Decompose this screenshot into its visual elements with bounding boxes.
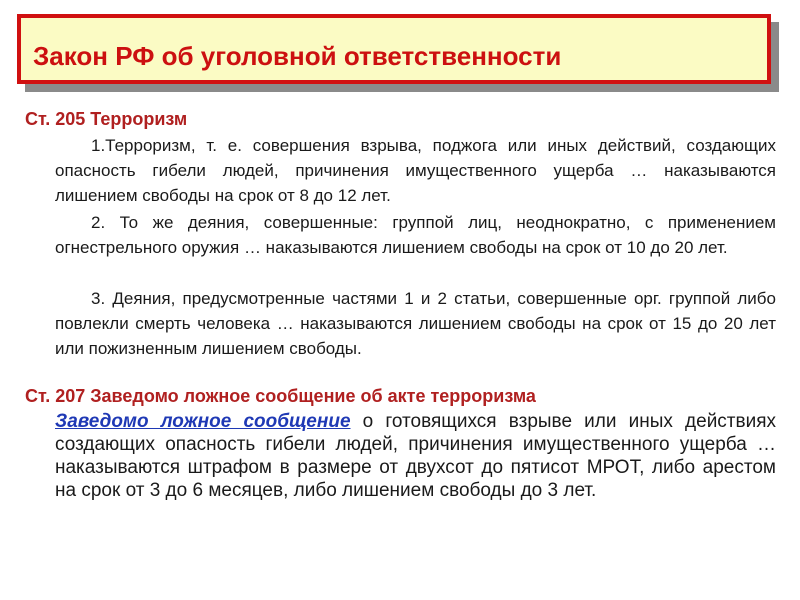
- section-heading-207: Ст. 207 Заведомо ложное сообщение об акте терроризма: [25, 386, 536, 406]
- article-205-part-3: 3. Деяния, предусмотренные частями 1 и 2 статьи, совершенные орг. группой либо повлекли смерть человека … наказываются лишением свободы на срок от 15 до 20 лет или пожизненным лишением свободы.: [55, 289, 776, 358]
- article-205-part-2: 2. То же деяния, совершенные: группой лиц, неоднократно, с применением огнестрельного оружия … наказываются лишением свободы на срок от 10 до 20 лет.: [55, 213, 776, 257]
- article-207-body: о готовящихся взрыве или иных действиях создающих опасность гибели людей, причинения имущественного ущерба … наказываются штрафом в размере от двухсот до пятисот МРОТ, либо арестом на срок от 3 до 6 месяцев, либо лишением свободы до 3 лет.: [55, 411, 777, 501]
- article-207-text: [55, 410, 776, 502]
- slide-title: Закон РФ об уголовной ответственности: [33, 41, 562, 71]
- false-report-link[interactable]: Заведомо ложное сообщение: [55, 411, 351, 432]
- article-205-part-1: 1.Терроризм, т. е. совершения взрыва, поджога или иных действий, создающих опасность гибели людей, причинения имущественного ущерба … наказываются лишением свободы на срок от 8 до 12 лет.: [55, 136, 776, 205]
- section-heading-205: Ст. 205 Терроризм: [25, 109, 188, 129]
- title-box: [17, 14, 771, 84]
